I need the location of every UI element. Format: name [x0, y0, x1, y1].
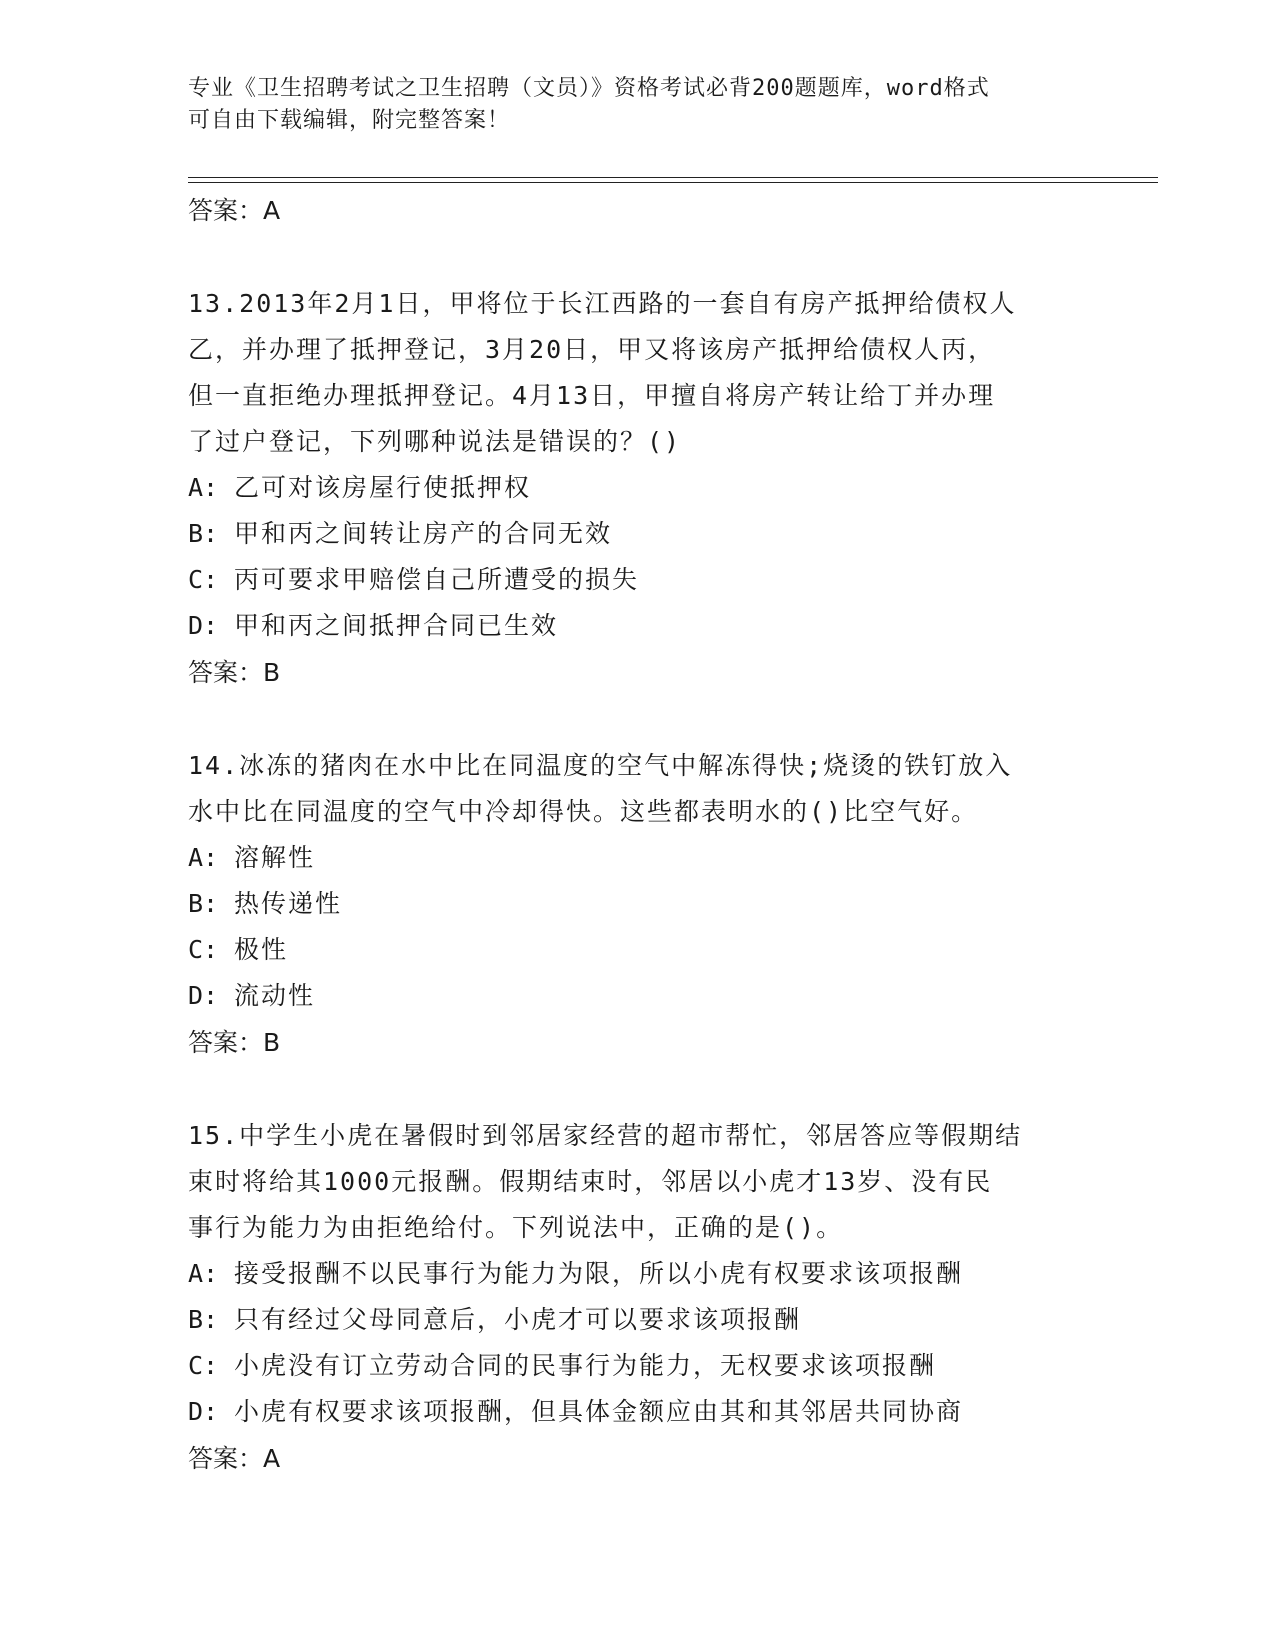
option-a: [188, 1251, 1088, 1297]
option-text: 甲和丙之间转让房产的合同无效: [234, 519, 613, 548]
question-stem-line: 13.2013年2月1日，甲将位于长江西路的一套自有房产抵押给债权人: [188, 289, 1017, 318]
option-d: [188, 603, 1088, 649]
option-text: 小虎有权要求该项报酬，但具体金额应由其和其邻居共同协商: [234, 1397, 964, 1426]
option-key: D:: [188, 1397, 219, 1426]
question-stem-line: 束时将给其1000元报酬。假期结束时，邻居以小虎才13岁、没有民: [188, 1167, 993, 1196]
header-divider-bottom: [188, 182, 1158, 183]
option-a: [188, 465, 1088, 511]
question-stem-line: 水中比在同温度的空气中冷却得快。这些都表明水的()比空气好。: [188, 797, 979, 826]
option-key: A:: [188, 843, 219, 872]
option-key: C:: [188, 1351, 219, 1380]
option-text: 热传递性: [234, 889, 343, 918]
option-b: [188, 1297, 1088, 1343]
option-text: 只有经过父母同意后，小虎才可以要求该项报酬: [234, 1305, 802, 1334]
question-13: [188, 281, 1088, 697]
option-text: 接受报酬不以民事行为能力为限，所以小虎有权要求该项报酬: [234, 1259, 964, 1288]
option-b: [188, 511, 1088, 557]
option-c: [188, 927, 1088, 973]
question-answer: 答案：B: [188, 658, 281, 687]
option-text: 甲和丙之间抵押合同已生效: [234, 611, 559, 640]
option-d: [188, 973, 1088, 1019]
option-key: A:: [188, 473, 219, 502]
question-stem-line: 15.中学生小虎在暑假时到邻居家经营的超市帮忙，邻居答应等假期结: [188, 1121, 1023, 1150]
question-stem-line: 事行为能力为由拒绝给付。下列说法中，正确的是()。: [188, 1213, 844, 1242]
question-stem-line: 了过户登记，下列哪种说法是错误的？(): [188, 427, 682, 456]
question-stem-line: 14.冰冻的猪肉在水中比在同温度的空气中解冻得快;烧烫的铁钉放入: [188, 751, 1013, 780]
option-key: B:: [188, 889, 219, 918]
option-key: B:: [188, 1305, 219, 1334]
option-text: 极性: [234, 935, 289, 964]
option-key: B:: [188, 519, 219, 548]
previous-answer: 答案：A: [188, 196, 281, 225]
option-text: 流动性: [234, 981, 316, 1010]
question-stem-line: 但一直拒绝办理抵押登记。4月13日，甲擅自将房产转让给丁并办理: [188, 381, 996, 410]
option-key: C:: [188, 565, 219, 594]
option-b: [188, 881, 1088, 927]
header-title-line-1: 专业《卫生招聘考试之卫生招聘（文员）》资格考试必背200题题库，word格式: [188, 76, 990, 101]
option-text: 丙可要求甲赔偿自己所遭受的损失: [234, 565, 640, 594]
option-key: D:: [188, 981, 219, 1010]
header-title-line-2: 可自由下载编辑，附完整答案！: [188, 108, 511, 133]
document-header: [188, 73, 1088, 137]
option-d: [188, 1389, 1088, 1435]
document-body: [188, 187, 1088, 1529]
question-answer: 答案：B: [188, 1028, 281, 1057]
option-text: 溶解性: [234, 843, 316, 872]
option-key: A:: [188, 1259, 219, 1288]
option-a: [188, 835, 1088, 881]
question-15: [188, 1113, 1088, 1483]
option-c: [188, 557, 1088, 603]
header-divider-top: [188, 177, 1158, 178]
option-text: 乙可对该房屋行使抵押权: [234, 473, 532, 502]
option-key: C:: [188, 935, 219, 964]
question-14: [188, 743, 1088, 1067]
question-stem-line: 乙，并办理了抵押登记，3月20日，甲又将该房产抵押给债权人丙，: [188, 335, 996, 364]
option-key: D:: [188, 611, 219, 640]
question-answer: 答案：A: [188, 1444, 281, 1473]
option-text: 小虎没有订立劳动合同的民事行为能力，无权要求该项报酬: [234, 1351, 937, 1380]
option-c: [188, 1343, 1088, 1389]
